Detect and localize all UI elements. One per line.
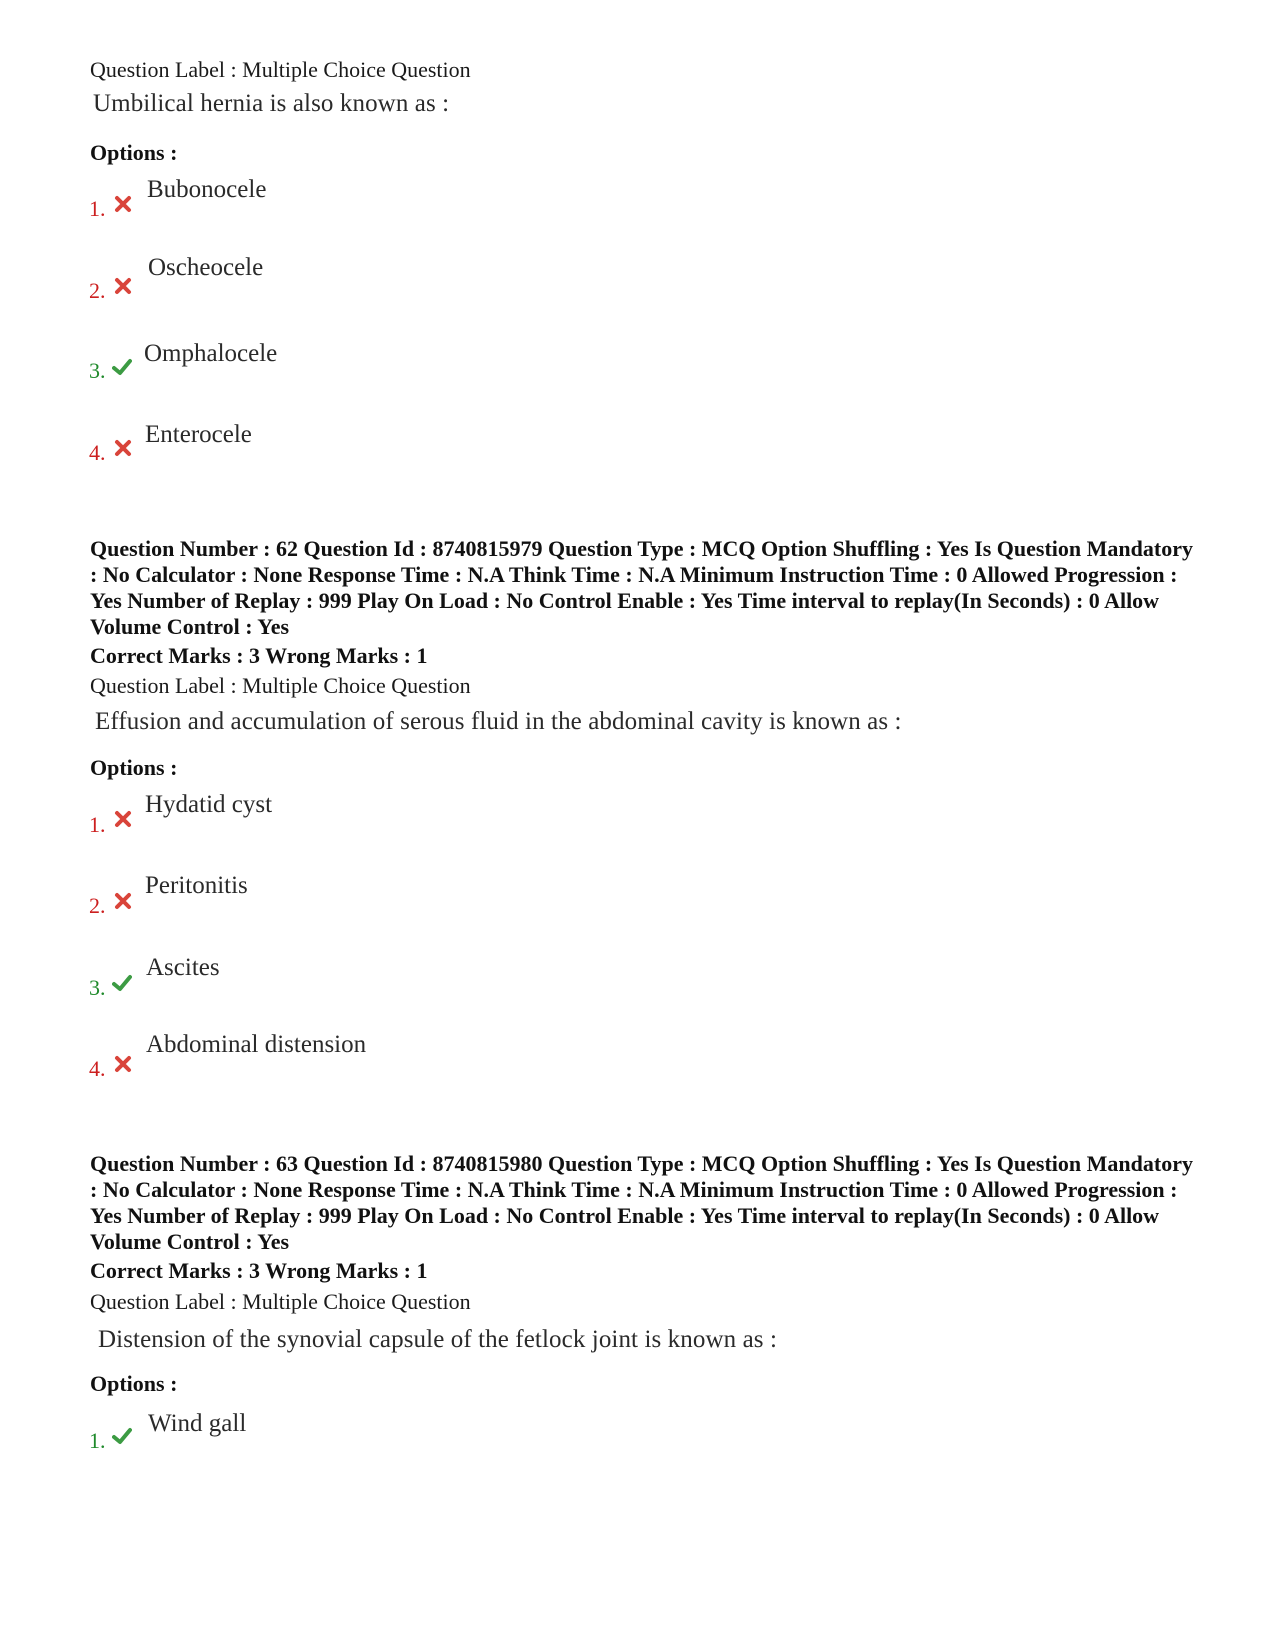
question-label: Question Label : Multiple Choice Question <box>90 1289 471 1314</box>
question-metadata: Question Number : 63 Question Id : 8740815980 Question Type : MCQ Option Shuffling : Yes Is Question Mandatory : No Calculator : None Response Time : N.A Think Time : N.A Minimum Instruction Time : 0 Allowed Progression : Yes Number of Replay : 999 Play On Load : No Control Enable : Yes Time interval to replay(In Seconds) : 0 Allow Volume Control : Yes <box>90 1151 1193 1254</box>
option-text: Wind gall <box>148 1410 247 1437</box>
option-text: Abdominal distension <box>146 1031 367 1058</box>
option-number: 4. <box>89 440 106 465</box>
wrong-cross-icon <box>113 194 133 214</box>
options-heading: Options : <box>90 1371 178 1396</box>
option-number: 3. <box>89 358 106 383</box>
option-number: 1. <box>89 1428 106 1453</box>
option-text: Hydatid cyst <box>145 791 273 818</box>
question-text: Effusion and accumulation of serous fluid in the abdominal cavity is known as : <box>95 708 902 735</box>
marks-info: Correct Marks : 3 Wrong Marks : 1 <box>90 1258 428 1283</box>
question-label: Question Label : Multiple Choice Question <box>90 57 471 82</box>
option-text: Oscheocele <box>148 254 264 281</box>
option-number: 2. <box>89 893 106 918</box>
marks-info: Correct Marks : 3 Wrong Marks : 1 <box>90 643 428 668</box>
correct-check-icon <box>112 357 132 377</box>
wrong-cross-icon <box>113 891 133 911</box>
question-text: Umbilical hernia is also known as : <box>93 90 450 117</box>
option-number: 1. <box>89 196 106 221</box>
option-text: Bubonocele <box>147 176 267 203</box>
wrong-cross-icon <box>113 438 133 458</box>
question-label: Question Label : Multiple Choice Question <box>90 673 471 698</box>
option-text: Peritonitis <box>145 872 248 899</box>
option-number: 1. <box>89 812 106 837</box>
question-metadata: Question Number : 62 Question Id : 8740815979 Question Type : MCQ Option Shuffling : Yes Is Question Mandatory : No Calculator : None Response Time : N.A Think Time : N.A Minimum Instruction Time : 0 Allowed Progression : Yes Number of Replay : 999 Play On Load : No Control Enable : Yes Time interval to replay(In Seconds) : 0 Allow Volume Control : Yes <box>90 536 1193 639</box>
option-text: Omphalocele <box>144 340 278 367</box>
correct-check-icon <box>112 1426 132 1446</box>
option-number: 4. <box>89 1056 106 1081</box>
options-heading: Options : <box>90 140 178 165</box>
options-heading: Options : <box>90 755 178 780</box>
option-text: Enterocele <box>145 421 252 448</box>
option-number: 2. <box>89 278 106 303</box>
question-text: Distension of the synovial capsule of the fetlock joint is known as : <box>98 1326 778 1353</box>
option-text: Ascites <box>146 954 220 981</box>
wrong-cross-icon <box>113 276 133 296</box>
correct-check-icon <box>112 973 132 993</box>
wrong-cross-icon <box>113 809 133 829</box>
option-number: 3. <box>89 975 106 1000</box>
wrong-cross-icon <box>113 1054 133 1074</box>
